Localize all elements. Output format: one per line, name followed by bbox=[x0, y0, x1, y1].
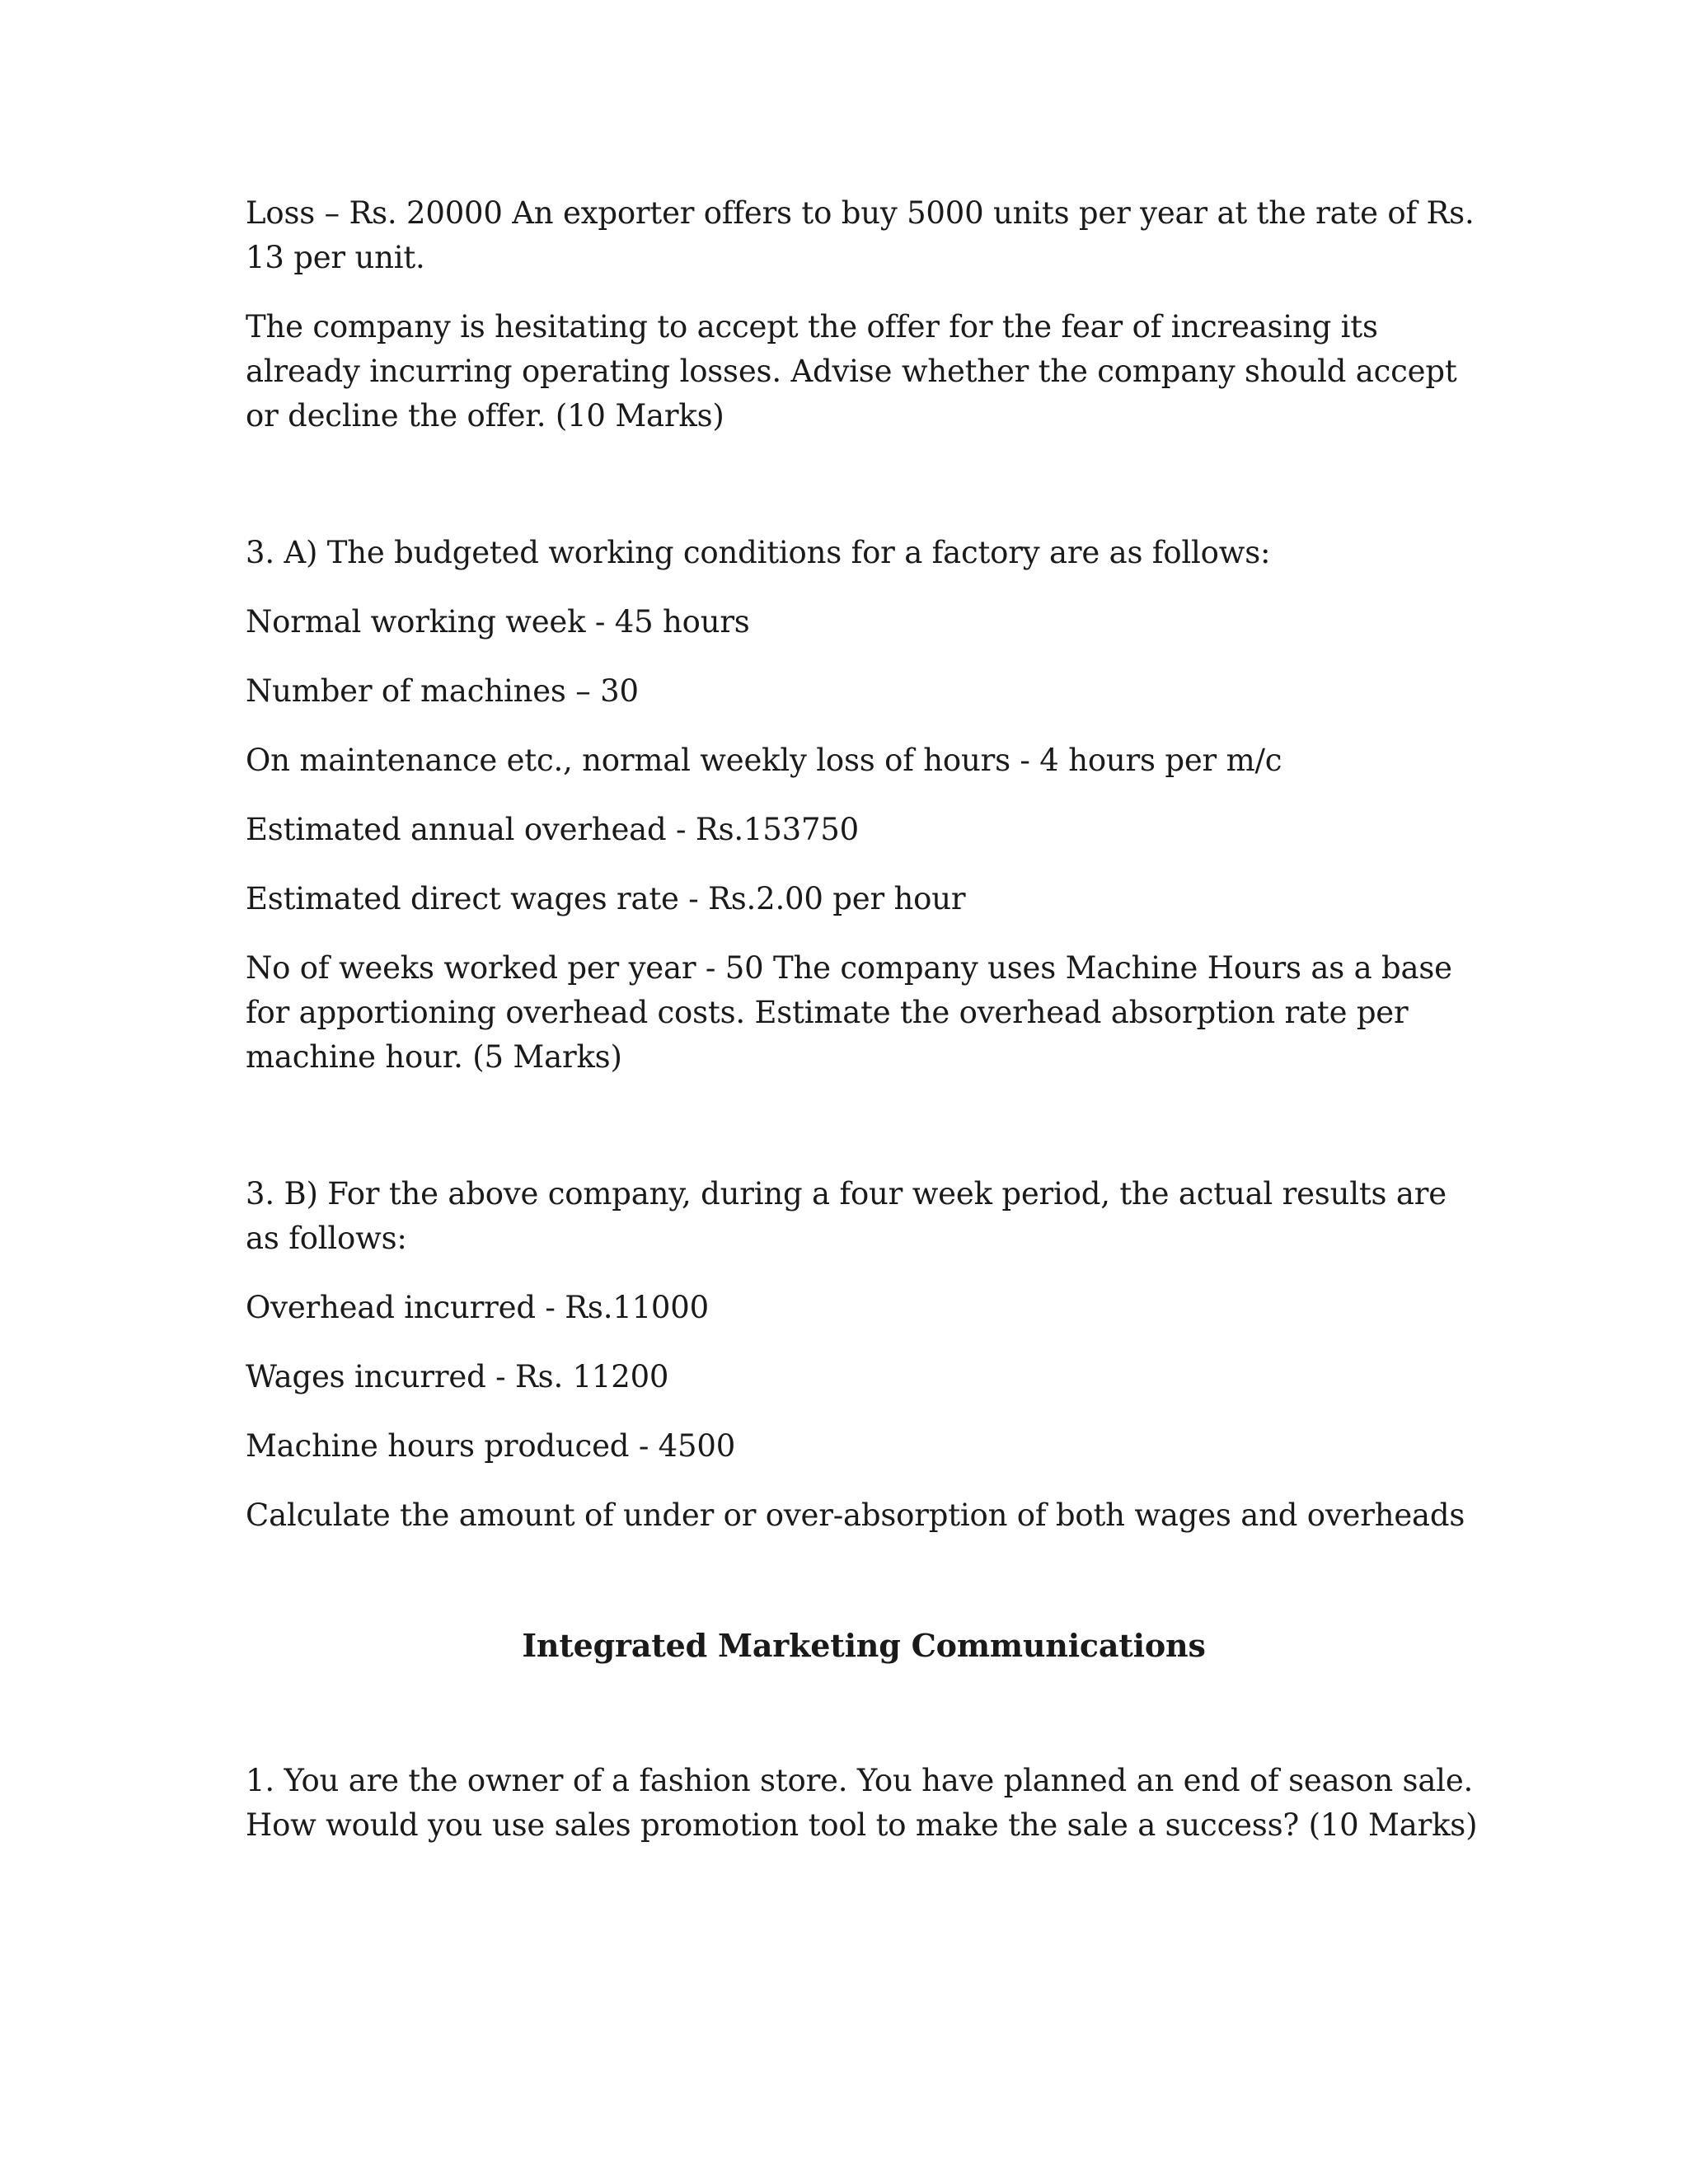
document-body bbox=[246, 191, 1482, 1848]
paragraph-advise: The company is hesitating to accept the offer for the fear of increasing its already incurring operating losses. Advise whether the company should accept or decline the offer. (10 Marks) bbox=[246, 309, 1457, 434]
question-3b-item: Calculate the amount of under or over-absorption of both wages and overheads bbox=[246, 1497, 1465, 1533]
question-3a-item: On maintenance etc., normal weekly loss of hours - 4 hours per m/c bbox=[246, 743, 1282, 778]
question-3b-item: Machine hours produced - 4500 bbox=[246, 1428, 736, 1464]
question-3b-item: Wages incurred - Rs. 11200 bbox=[246, 1359, 669, 1394]
paragraph-export-offer: Loss – Rs. 20000 An exporter offers to buy 5000 units per year at the rate of Rs. 13 per unit. bbox=[246, 195, 1475, 275]
question-3a-item: Number of machines – 30 bbox=[246, 673, 639, 709]
section-heading: Integrated Marketing Communications bbox=[522, 1627, 1206, 1664]
question-3a-item: No of weeks worked per year - 50 The company uses Machine Hours as a base for apportioning overhead costs. Estimate the overhead absorption rate per machine hour. (5 Marks) bbox=[246, 950, 1452, 1075]
imc-question-1: 1. You are the owner of a fashion store. You have planned an end of season sale. How would you use sales promotion tool to make the sale a success? (10 Marks) bbox=[246, 1763, 1478, 1843]
question-3b-item: Overhead incurred - Rs.11000 bbox=[246, 1290, 709, 1325]
question-3a-item: Estimated annual overhead - Rs.153750 bbox=[246, 812, 859, 847]
question-3a-item: Estimated direct wages rate - Rs.2.00 per hour bbox=[246, 881, 966, 916]
question-3a-intro: 3. A) The budgeted working conditions for a factory are as follows: bbox=[246, 535, 1271, 570]
question-3b-intro: 3. B) For the above company, during a four week period, the actual results are as follows: bbox=[246, 1176, 1447, 1256]
question-3a-item: Normal working week - 45 hours bbox=[246, 604, 750, 640]
